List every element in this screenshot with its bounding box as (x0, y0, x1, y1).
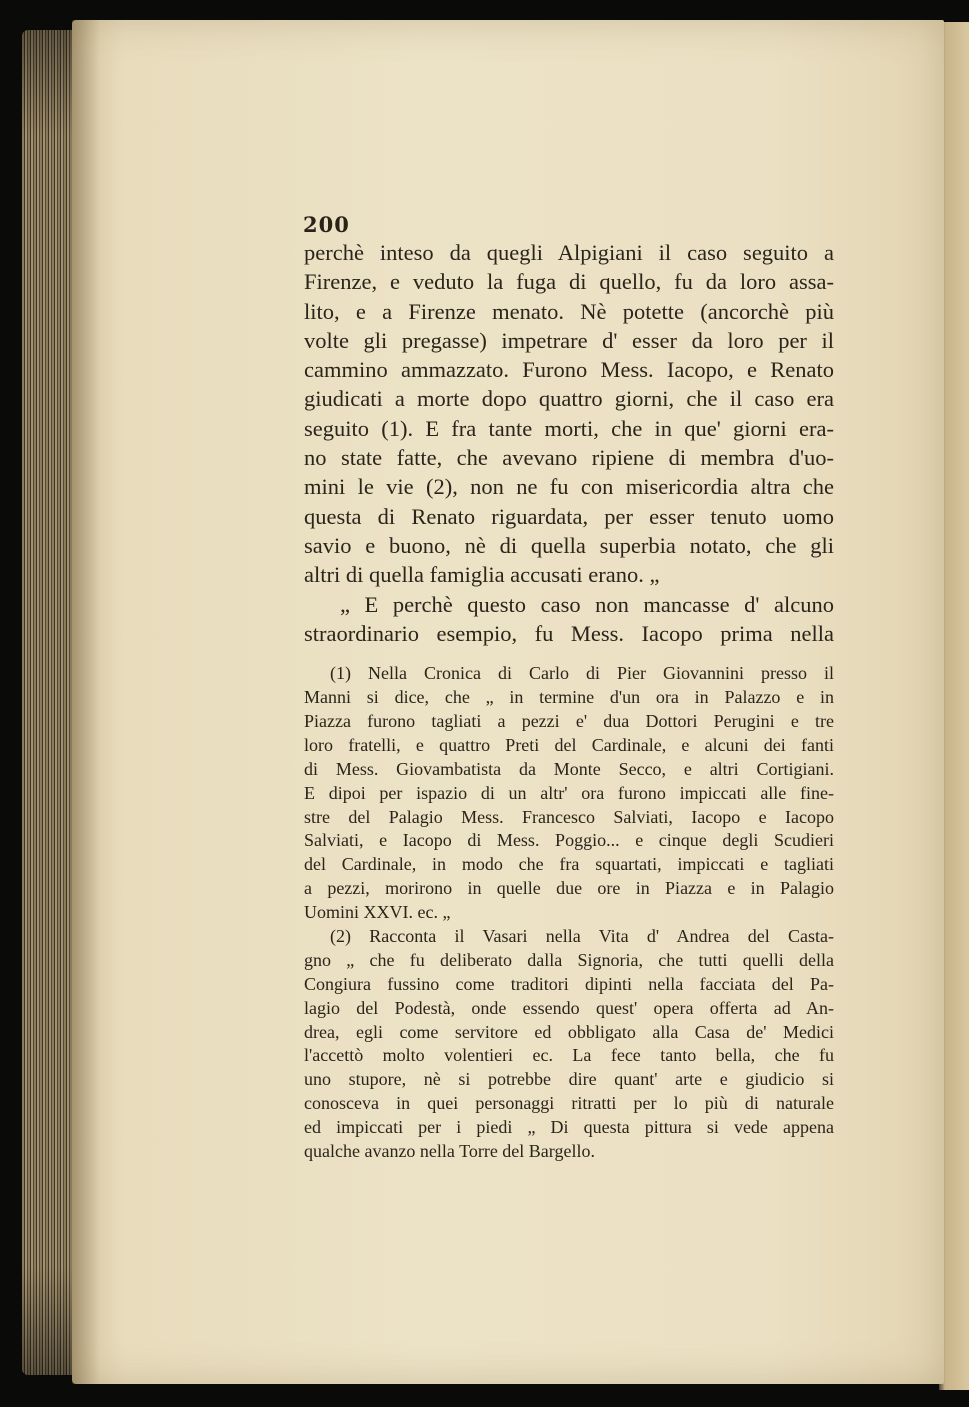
footnote-line: conosceva in quei personaggi ritratti per lo più di naturale (304, 1093, 834, 1114)
footnote-line: E dipoi per ispazio di un altr' ora furono impiccati alle fine- (304, 782, 834, 803)
text-line: questa di Renato riguardata, per esser tenuto uomo (304, 503, 834, 529)
footnote-2 (304, 925, 834, 1164)
text-line: volte gli pregasse) impetrare d' esser da loro per il (304, 327, 834, 353)
text-line: „ E perchè questo caso non mancasse d' alcuno (340, 591, 834, 617)
page-number: 200 (303, 212, 350, 237)
footnote-line: Salviati, e Iacopo di Mess. Poggio... e cinque degli Scudieri (304, 830, 834, 851)
text-block (304, 238, 834, 1164)
footnote-line: a pezzi, morirono in quelle due ore in Piazza e in Palagio (304, 878, 834, 899)
footnote-line: uno stupore, nè si potrebbe dire quant' arte e giudicio si (304, 1069, 834, 1090)
text-line: perchè inteso da quegli Alpigiani il caso seguito a (304, 240, 834, 265)
text-line: cammino ammazzato. Furono Mess. Iacopo, e Renato (304, 357, 834, 383)
footnote-1 (304, 662, 834, 925)
footnote-line: del Cardinale, in modo che fra squartati, impiccati e tagliati (304, 854, 834, 875)
footnote-line: gno „ che fu deliberato dalla Signoria, che tutti quelli della (304, 949, 834, 970)
text-line: giudicati a morte dopo quattro giorni, che il caso era (304, 386, 834, 412)
footnote-line: drea, egli come servitore ed obbligato alla Casa de' Medici (304, 1021, 834, 1042)
text-line: mini le vie (2), non ne fu con misericordia altra che (304, 474, 834, 500)
footnote-line: Congiura fussino come traditori dipinti nella facciata del Pa- (304, 973, 834, 994)
footnotes (304, 662, 834, 1164)
footnote-line: stre del Palagio Mess. Francesco Salviati, Iacopo e Iacopo (304, 806, 834, 827)
main-text (304, 238, 834, 648)
footnote-line: (1) Nella Cronica di Carlo di Pier Giovannini presso il (330, 663, 834, 684)
footnote-line: l'accettò molto volentieri ec. La fece tanto bella, che fu (304, 1045, 834, 1066)
text-line: seguito (1). E fra tante morti, che in que' giorni era- (304, 415, 834, 441)
footnote-line: Piazza furono tagliati a pezzi e' dua Dottori Perugini e tre (304, 710, 834, 731)
text-line: straordinario esempio, fu Mess. Iacopo prima nella (304, 620, 834, 646)
footnote-line: (2) Racconta il Vasari nella Vita d' Andrea del Casta- (330, 925, 834, 946)
footnote-line: lagio del Podestà, onde essendo quest' opera offerta ad An- (304, 997, 834, 1018)
footnote-line: loro fratelli, e quattro Preti del Cardinale, e alcuni dei fanti (304, 734, 834, 755)
book-page (72, 20, 944, 1384)
footnote-line: di Mess. Giovambatista da Monte Secco, e altri Cortigiani. (304, 758, 834, 779)
footnote-line: Uomini XXVI. ec. „ (304, 902, 451, 923)
text-line: no state fatte, che avevano ripiene di membra d'uo- (304, 445, 834, 471)
text-line: Firenze, e veduto la fuga di quello, fu da loro assa- (304, 269, 834, 295)
footnote-line: ed impiccati per i piedi „ Di questa pittura si vede appena (304, 1117, 834, 1138)
text-line: altri di quella famiglia accusati erano. „ (304, 562, 660, 588)
footnote-line: Manni si dice, che „ in termine d'un ora in Palazzo e in (304, 687, 834, 708)
text-line: lito, e a Firenze menato. Nè potette (ancorchè più (304, 298, 834, 324)
footnote-line: qualche avanzo nella Torre del Bargello. (304, 1140, 595, 1161)
text-line: savio e buono, nè di quella superbia notato, che gli (304, 532, 834, 558)
